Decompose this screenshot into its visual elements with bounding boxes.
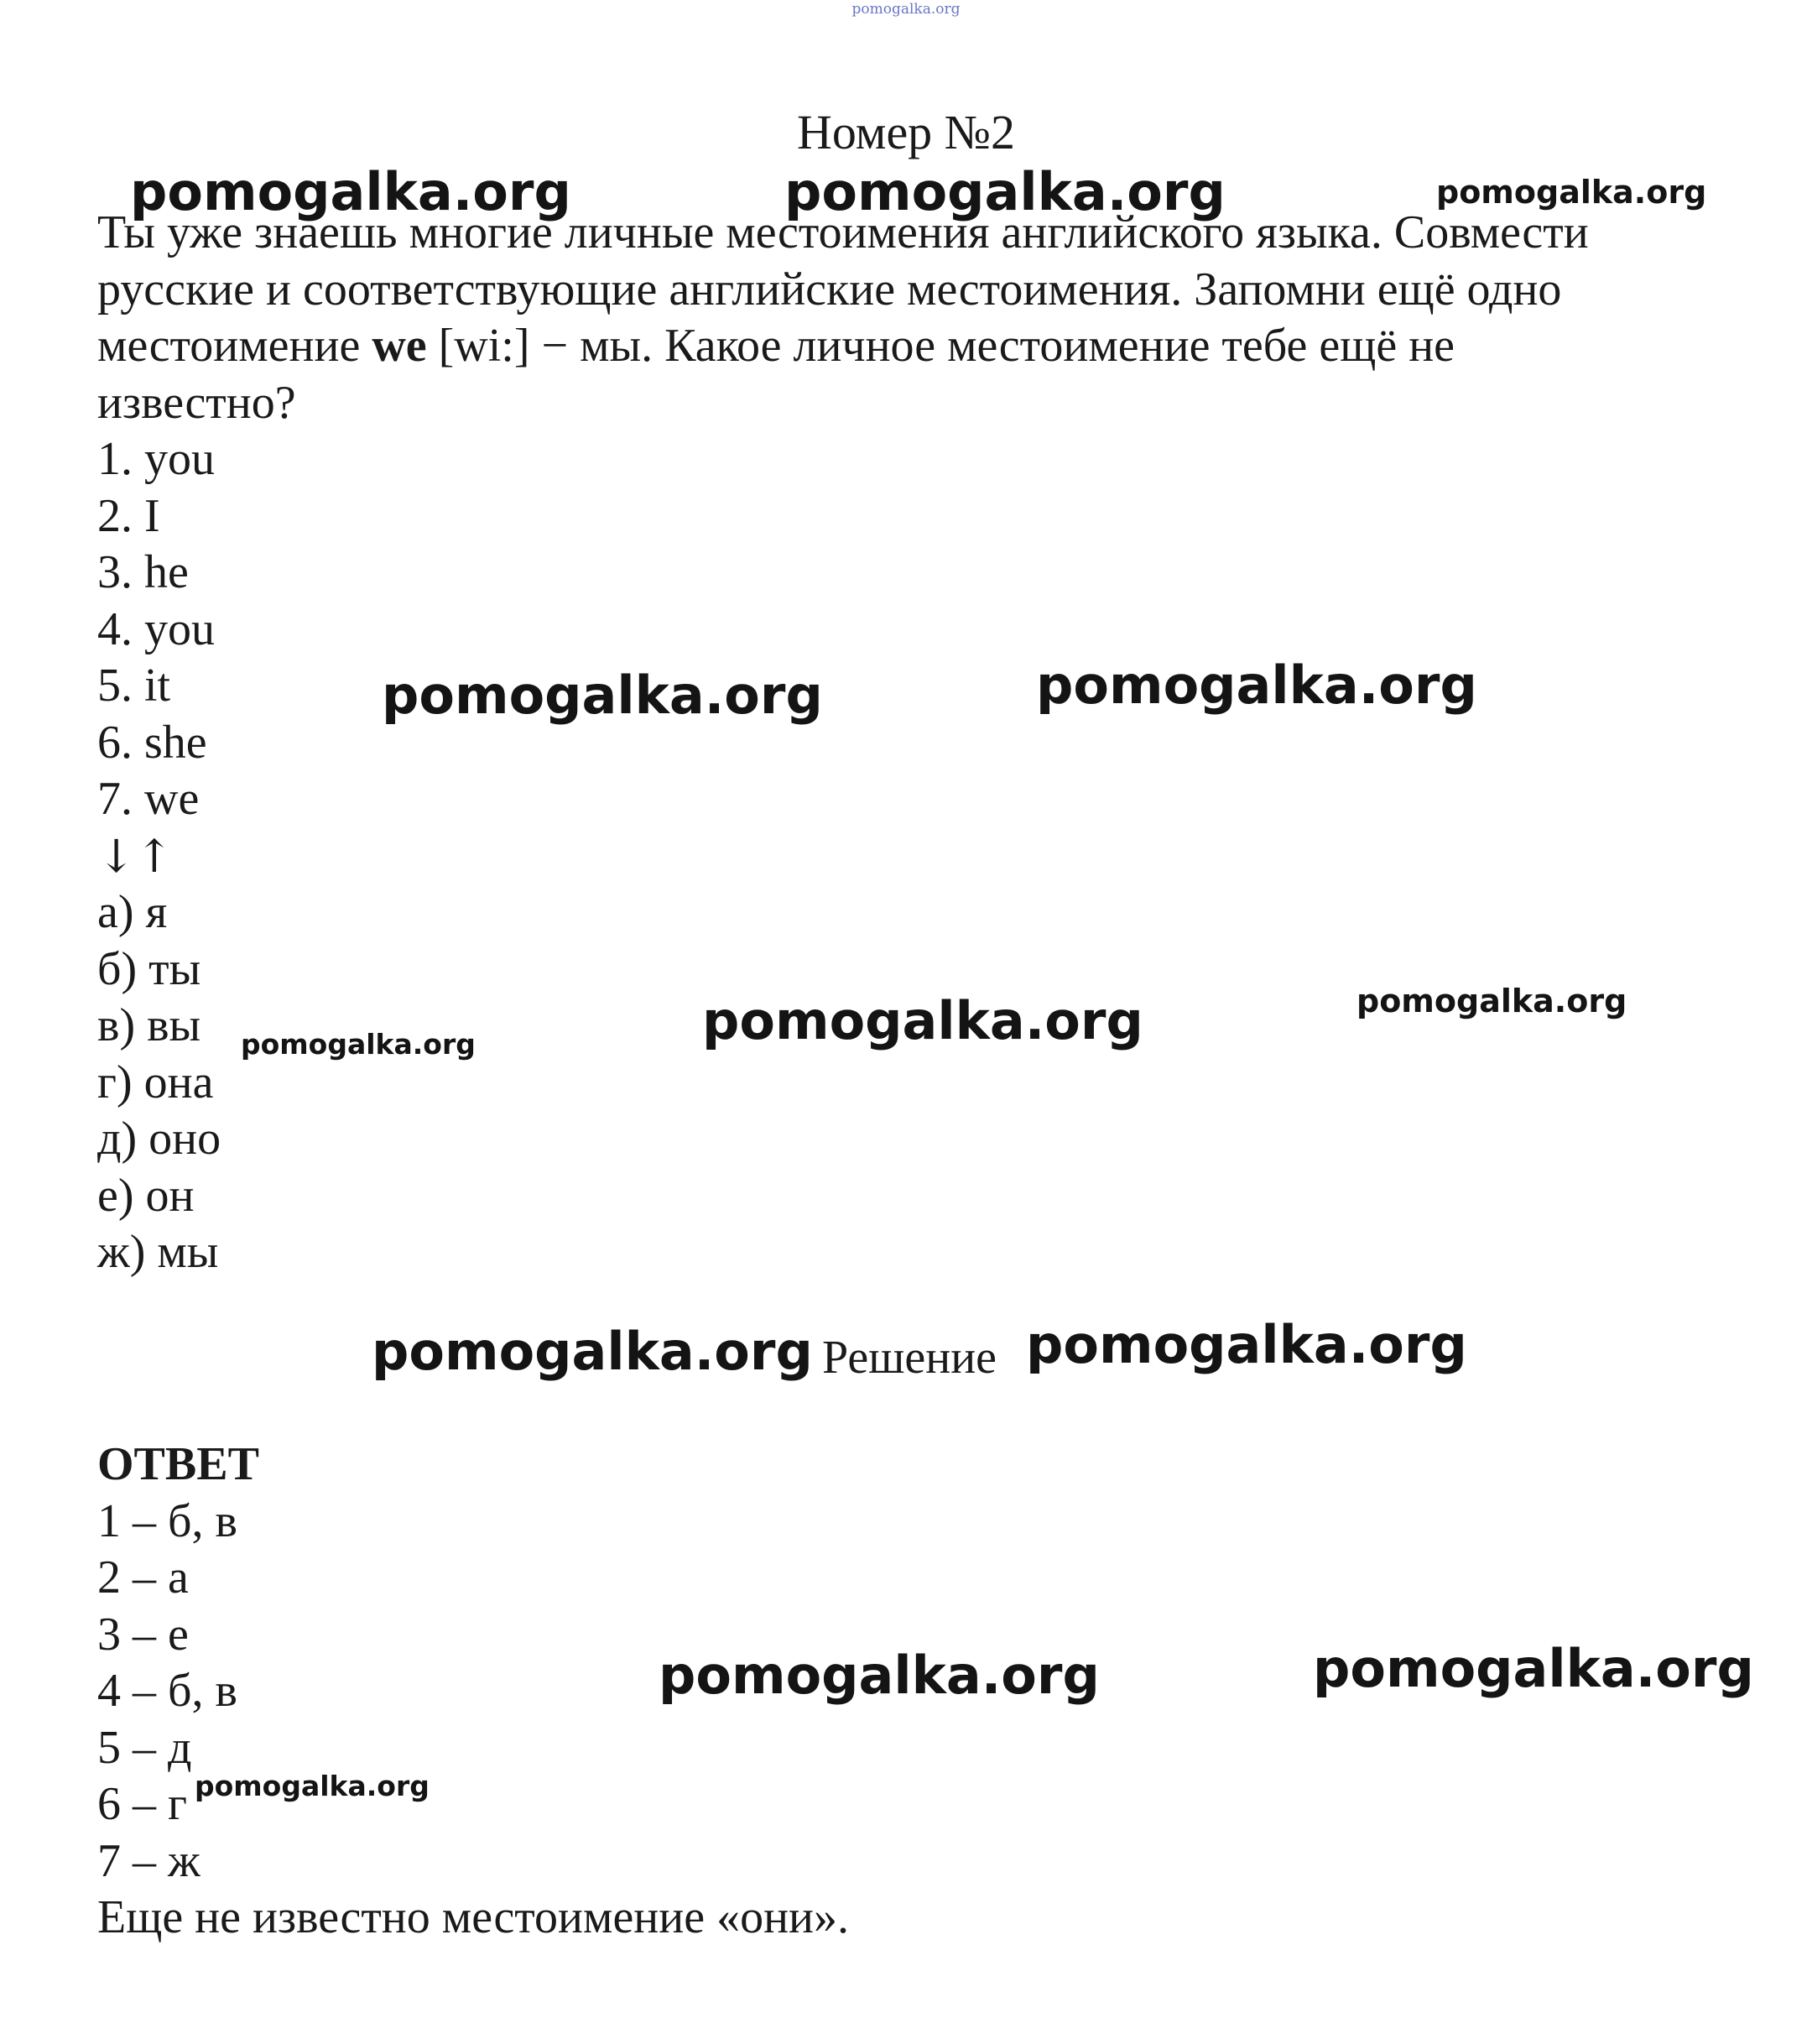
answer-item: 1 – б, в — [97, 1494, 237, 1547]
answer-item: 2 – а — [97, 1551, 189, 1603]
english-pronoun-item: 6. she — [97, 716, 207, 769]
task-line-3 — [97, 318, 1589, 375]
task-keyword-we: we — [372, 320, 427, 372]
watermark: pomogalka.org — [1356, 983, 1627, 1019]
russian-pronoun-item: ж) мы — [97, 1226, 219, 1278]
watermark: pomogalka.org — [1026, 1314, 1467, 1375]
english-pronoun-item: 1. you — [97, 433, 215, 485]
russian-pronoun-item: а) я — [97, 886, 168, 938]
answer-heading: ОТВЕТ — [97, 1438, 259, 1490]
watermark: pomogalka.org — [195, 1770, 430, 1802]
watermark: pomogalka.org — [1313, 1638, 1754, 1699]
solution-label: Решение — [822, 1332, 997, 1384]
english-pronoun-item: 5. it — [97, 660, 171, 712]
watermark: pomogalka.org — [382, 665, 823, 726]
watermark: pomogalka.org — [784, 161, 1226, 222]
russian-pronoun-item: в) вы — [97, 999, 201, 1051]
pronoun-lists — [97, 431, 221, 1281]
answer-item: 6 – г — [97, 1778, 187, 1830]
watermark: pomogalka.org — [659, 1645, 1100, 1706]
task-line-1: Ты уже знаешь многие личные местоимения английского языка. Совмести — [97, 206, 1589, 258]
answer-item: 4 – б, в — [97, 1665, 237, 1717]
watermark: pomogalka.org — [130, 161, 571, 222]
task-line-3-after: [wi:] − мы. Какое личное местоимение тебе ещё не — [426, 320, 1455, 372]
watermark: pomogalka.org — [241, 1028, 476, 1061]
answer-conclusion: Еще не известно местоимение «они». — [97, 1891, 850, 1943]
match-arrows-icon: ↓↑ — [97, 829, 174, 883]
watermark: pomogalka.org — [1036, 654, 1477, 716]
english-pronoun-item: 7. we — [97, 773, 200, 825]
russian-pronoun-item: е) он — [97, 1169, 195, 1222]
task-line-2: русские и соответствующие английские местоимения. Запомни ещё одно — [97, 263, 1562, 315]
watermark: pomogalka.org — [702, 990, 1143, 1051]
english-pronoun-item: 4. you — [97, 602, 215, 655]
russian-pronoun-item: д) оно — [97, 1113, 221, 1165]
watermark: pomogalka.org — [1436, 174, 1707, 211]
english-pronoun-item: 3. he — [97, 546, 189, 598]
answer-item: 5 – д — [97, 1721, 192, 1774]
russian-pronoun-item: б) ты — [97, 942, 201, 995]
answer-item: 7 – ж — [97, 1834, 200, 1887]
russian-pronoun-item: г) она — [97, 1056, 214, 1108]
task-text — [97, 205, 1589, 431]
task-line-3-before: местоимение — [97, 320, 372, 372]
task-line-4: известно? — [97, 376, 296, 429]
english-pronoun-item: 2. I — [97, 489, 160, 542]
answer-item: 3 – е — [97, 1608, 189, 1661]
page-title: Номер №2 — [796, 105, 1016, 159]
watermark: pomogalka.org — [372, 1321, 813, 1382]
top-watermark: pomogalka.org — [851, 1, 961, 18]
